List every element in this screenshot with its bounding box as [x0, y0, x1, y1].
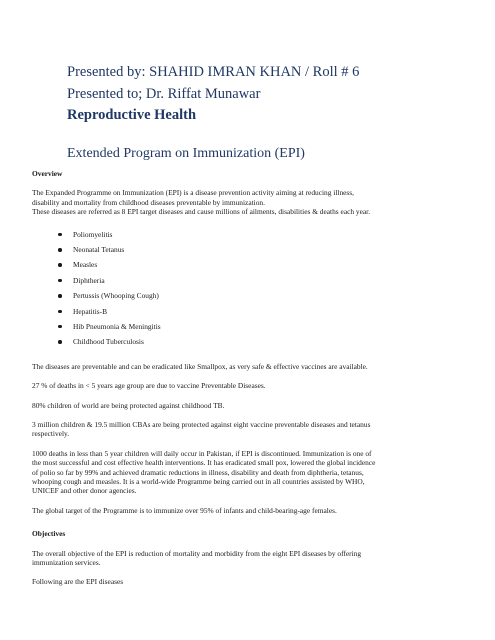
subject-heading: Reproductive Health [67, 107, 197, 123]
global-target-paragraph: The global target of the Programme is to immunize over 95% of infants and child-bearing-age females. [32, 505, 337, 515]
objectives-heading: Objectives [32, 529, 66, 539]
pakistan-line: 1000 deaths in less than 5 year children will daily occur in Pakistan, if EPI is discontinued. Immunization is one of [32, 448, 372, 458]
objectives-line: immunization services. [32, 558, 101, 568]
disease-list-item: Poliomyelitis [32, 227, 440, 242]
overview-heading: Overview [32, 169, 63, 178]
children-protected-paragraph: 80% children of world are being protected against childhood TB. [32, 400, 225, 410]
objectives-paragraph [32, 549, 440, 568]
cbas-paragraph [32, 420, 440, 439]
deaths-under5-paragraph: 27 % of deaths in < 5 years age group are due to vaccine Preventable Diseases. [32, 381, 266, 391]
pakistan-line: whooping cough and measles. It is a world-wide Programme being carried out in all countries assisted by WHO, [32, 477, 365, 486]
presented-by: Presented by: SHAHID IMRAN KHAN / Roll # 6 [67, 64, 360, 80]
overview-intro-line: The Expanded Programme on Immunization (EPI) is a disease prevention activity aiming at reducing illness, [32, 188, 355, 198]
pakistan-line: UNICEF and other donor agencies. [32, 486, 137, 496]
document-title: Extended Program on Immunization (EPI) [67, 146, 305, 161]
overview-intro-line: These diseases are referred as 8 EPI target diseases and cause millions of ailments, disabilities & deaths each year. [32, 207, 371, 217]
document-body [32, 169, 440, 597]
pakistan-line: the most successful and cost effective health interventions. It has eradicated small pox, lowered the global incidence [32, 458, 376, 468]
cbas-line: 3 million children & 19.5 million CBAs are being protected against eight vaccine preventable diseases and tetanus [32, 419, 371, 429]
pakistan-paragraph [32, 449, 440, 496]
disease-list-item: Diphtheria [32, 273, 440, 288]
disease-list-item: Neonatal Tetanus [32, 242, 440, 257]
overview-intro [32, 188, 440, 216]
objectives-line: The overall objective of the EPI is reduction of mortality and morbidity from the eight EPI diseases by offering [32, 548, 362, 558]
cbas-line: respectively. [32, 429, 70, 439]
disease-list-item: Childhood Tuberculosis [32, 334, 440, 349]
following-diseases-text: Following are the EPI diseases [32, 577, 124, 587]
pakistan-line: of polio so far by 99% and achieved dramatic reductions in illness, disability and death from diphtheria, tetanus, [32, 467, 364, 477]
presented-to: Presented to; Dr. Riffat Munawar [67, 86, 261, 102]
disease-list-item: Pertussis (Whooping Cough) [32, 288, 440, 303]
epi-disease-list [32, 227, 440, 350]
disease-list-item: Measles [32, 257, 440, 272]
disease-list-item: Hepatitis-B [32, 304, 440, 319]
preventable-paragraph: The diseases are preventable and can be eradicated like Smallpox, as very safe & effective vaccines are available. [32, 361, 368, 371]
overview-intro-line: disability and mortality from childhood diseases preventable by immunization. [32, 197, 265, 207]
disease-list-item: Hib Pneumonia & Meningitis [32, 319, 440, 334]
